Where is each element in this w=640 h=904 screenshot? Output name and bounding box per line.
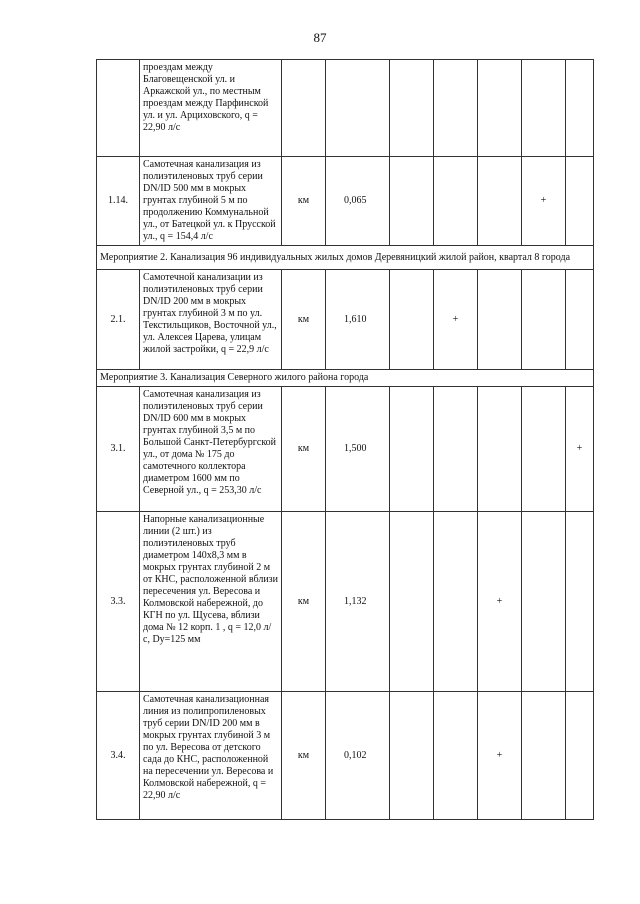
row-unit: км: [282, 512, 326, 692]
year-cell: [522, 387, 566, 512]
year-cell: [434, 60, 478, 157]
year-cell: [478, 387, 522, 512]
year-cell: [434, 692, 478, 820]
row-number: 3.1.: [97, 387, 140, 512]
row-value: 1,500: [326, 387, 390, 512]
table-row: [97, 60, 594, 157]
table-row: [97, 270, 594, 370]
row-number: 1.14.: [97, 157, 140, 246]
table-row: [97, 692, 594, 820]
year-cell: [566, 692, 594, 820]
row-description: Самотечной канализации из полиэтиленовых труб серии DN/ID 200 мм в мокрых грунтах глубиной 3 м по ул. Текстильщиков, Восточной ул., ул. Алексея Царева, улицам жилой застройки, q = 22,9 л/с: [140, 270, 282, 370]
table-row: [97, 157, 594, 246]
year-cell: [566, 270, 594, 370]
year-cell: [522, 692, 566, 820]
year-cell: [522, 270, 566, 370]
row-description: проездам между Благовещенской ул. и Аркажской ул., по местным проездам между Парфинской ул. и ул. Арциховского, q = 22,90 л/с: [140, 60, 282, 157]
section-row: [97, 246, 594, 270]
row-unit: км: [282, 692, 326, 820]
year-cell-mark: +: [478, 692, 522, 820]
table-row: [97, 512, 594, 692]
section-title: Мероприятие 2. Канализация 96 индивидуальных жилых домов Деревяницкий жилой район, квартал 8 города: [97, 246, 594, 270]
row-description: Самотечная канализационная линия из полипропиленовых труб серии DN/ID 200 мм в мокрых грунтах глубиной 3 м по ул. Вересова от детского сада до КНС, расположенной на пересечении ул. Вересова и Колмовской набережной, q = 22,90 л/с: [140, 692, 282, 820]
year-cell: [566, 157, 594, 246]
year-cell: [478, 60, 522, 157]
year-cell: [390, 692, 434, 820]
row-value: 1,610: [326, 270, 390, 370]
section-row: [97, 370, 594, 387]
year-cell: [522, 60, 566, 157]
year-cell-mark: +: [478, 512, 522, 692]
row-number: [97, 60, 140, 157]
year-cell: [478, 157, 522, 246]
table-row: [97, 387, 594, 512]
year-cell: [566, 512, 594, 692]
row-unit: км: [282, 157, 326, 246]
row-number: 3.3.: [97, 512, 140, 692]
year-cell: [390, 157, 434, 246]
row-value: [326, 60, 390, 157]
page-number: 87: [313, 30, 327, 45]
row-number: 2.1.: [97, 270, 140, 370]
year-cell: [434, 512, 478, 692]
row-value: 1,132: [326, 512, 390, 692]
year-cell: [390, 270, 434, 370]
year-cell: [390, 387, 434, 512]
row-description: Напорные канализационные линии (2 шт.) из полиэтиленовых труб диаметром 140х8,3 мм в мокрых грунтах глубиной 2 м от КНС, расположенной вблизи пересечения ул. Вересова и Колмовской набережной, до КГН по ул. Щусева, вблизи дома № 12 корп. 1 , q = 12,0 л/с, Dу=125 мм: [140, 512, 282, 692]
row-unit: км: [282, 270, 326, 370]
year-cell: [434, 387, 478, 512]
year-cell: [478, 270, 522, 370]
row-unit: км: [282, 387, 326, 512]
year-cell-mark: +: [434, 270, 478, 370]
row-number: 3.4.: [97, 692, 140, 820]
year-cell: [390, 512, 434, 692]
row-value: 0,065: [326, 157, 390, 246]
year-cell: [434, 157, 478, 246]
section-title: Мероприятие 3. Канализация Северного жилого района города: [97, 370, 594, 387]
row-value: 0,102: [326, 692, 390, 820]
measures-table: [96, 59, 594, 820]
row-unit: [282, 60, 326, 157]
year-cell: [566, 60, 594, 157]
year-cell-mark: +: [566, 387, 594, 512]
row-description: Самотечная канализация из полиэтиленовых труб серии DN/ID 600 мм в мокрых грунтах глубиной 3,5 м по Большой Санкт-Петербургской ул., от дома № 175 до самотечного коллектора диаметром 1600 мм по Северной ул., q = 253,30 л/с: [140, 387, 282, 512]
year-cell-mark: +: [522, 157, 566, 246]
year-cell: [522, 512, 566, 692]
row-description: Самотечная канализация из полиэтиленовых труб серии DN/ID 500 мм в мокрых грунтах глубиной 5 м по продолжению Коммунальной ул., от Батецкой ул. к Прусской ул., q = 154,4 л/с: [140, 157, 282, 246]
year-cell: [390, 60, 434, 157]
